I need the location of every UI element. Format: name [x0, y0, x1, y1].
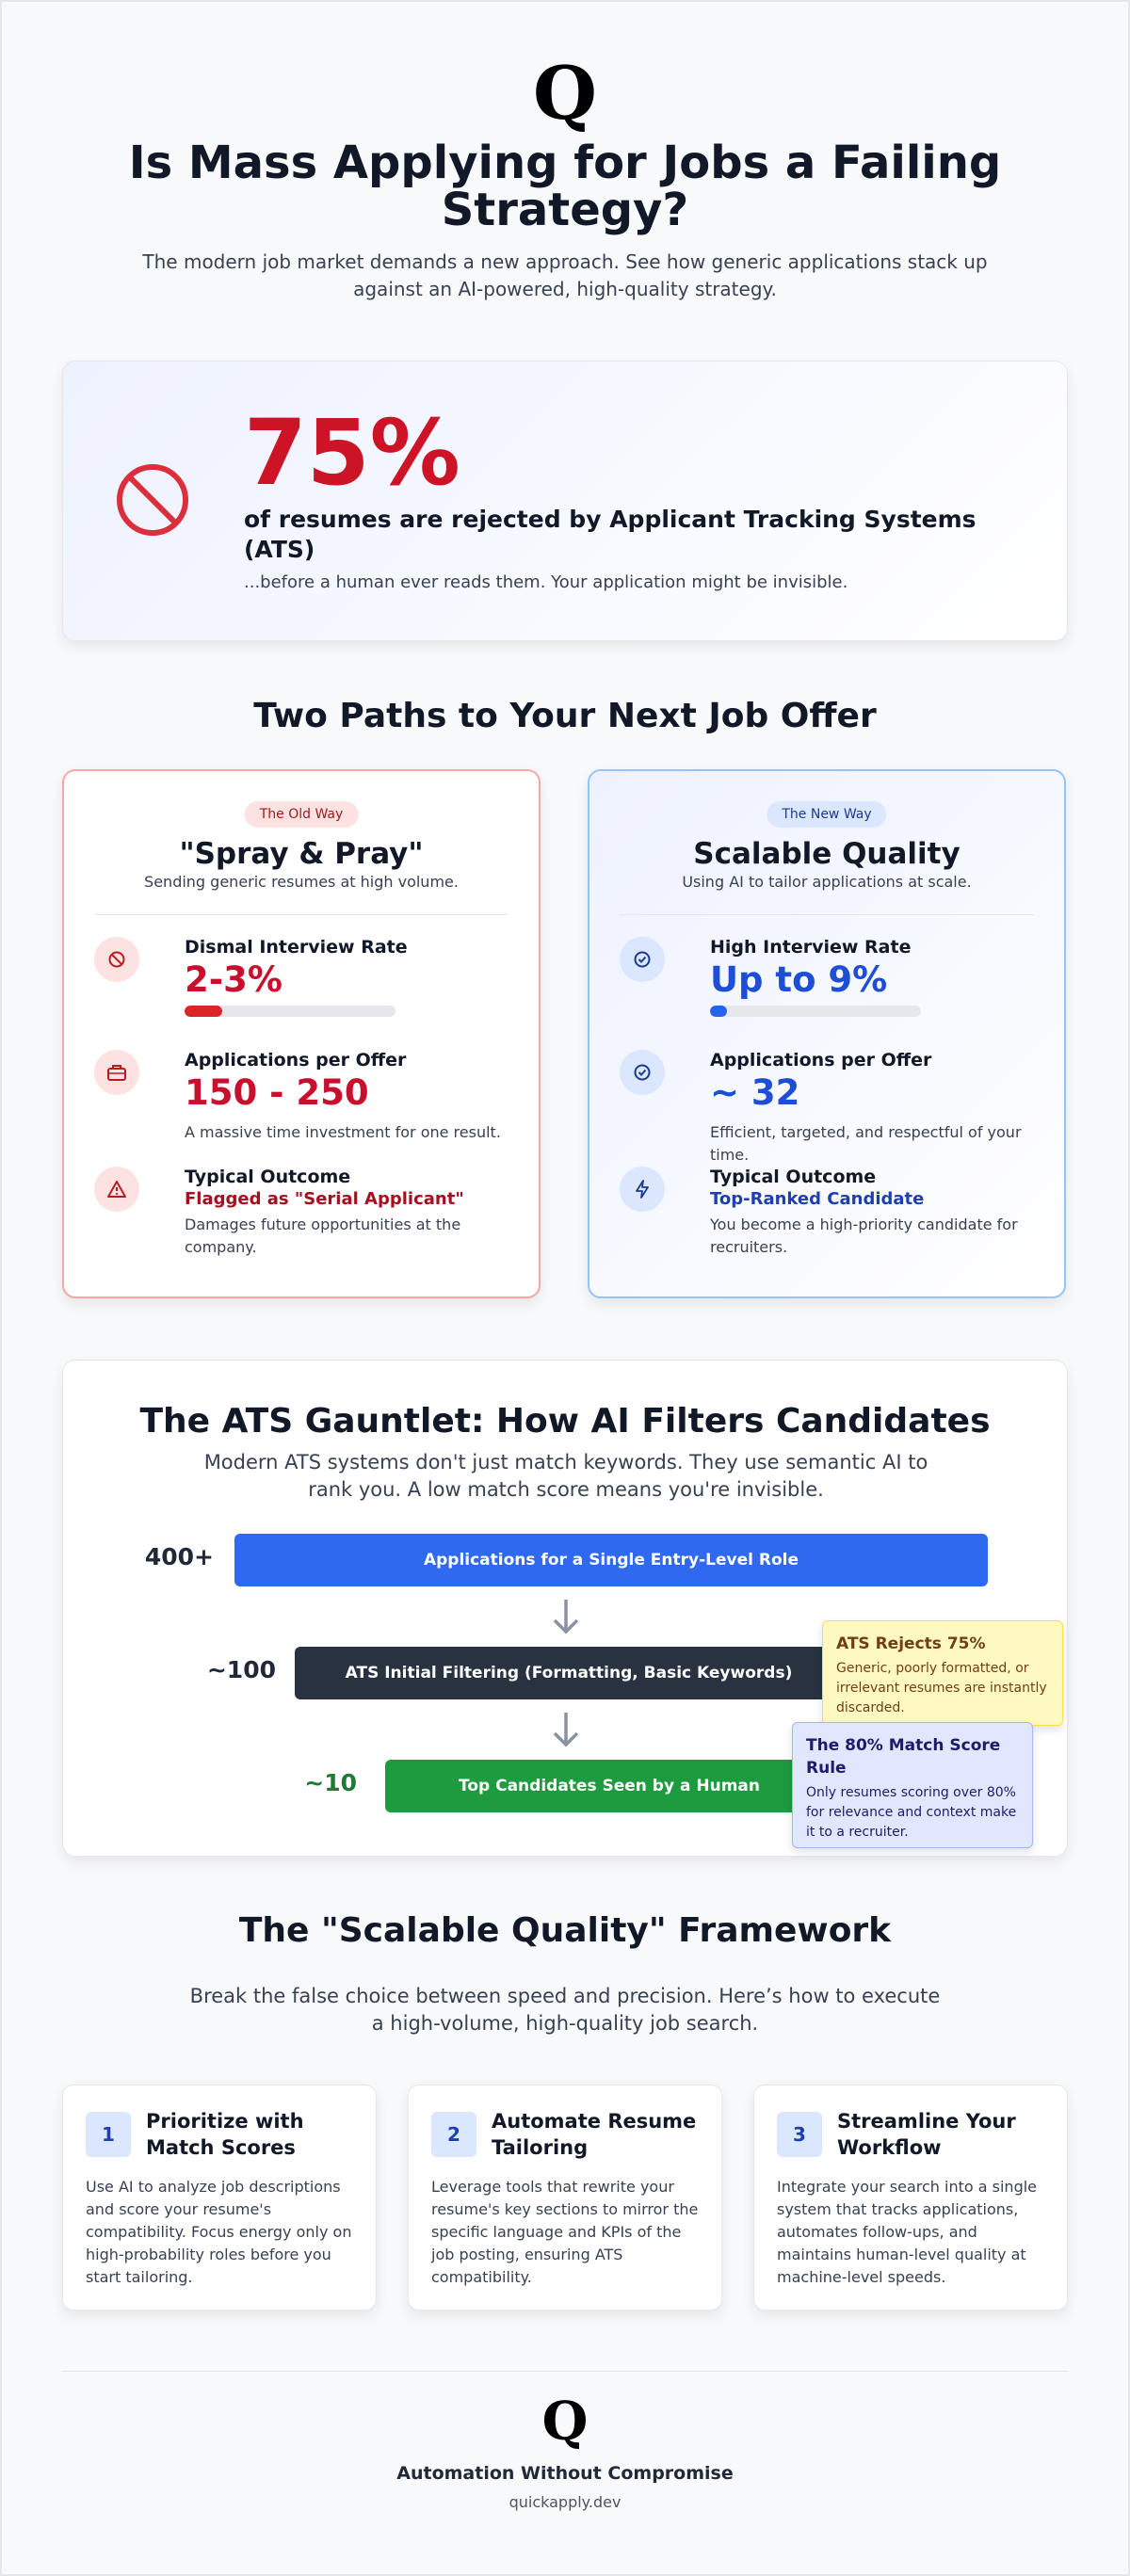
check-circle-icon — [620, 1050, 665, 1095]
logo-letter: Q — [541, 2391, 589, 2453]
logo-letter: Q — [533, 51, 597, 137]
footer-logo[interactable] — [537, 2391, 593, 2453]
step-number-badge: 2 — [431, 2112, 476, 2157]
metric-value: 150 - 250 — [185, 1072, 369, 1113]
new-way-tag: The New Way — [767, 801, 886, 828]
funnel-stage-applications: Applications for a Single Entry-Level Role — [234, 1534, 988, 1586]
footer-tagline: Automation Without Compromise — [396, 2463, 734, 2484]
metric-label: Typical Outcome — [710, 1167, 877, 1187]
framework-step-card — [753, 2085, 1068, 2310]
funnel-stage-human-review: Top Candidates Seen by a Human — [385, 1760, 833, 1812]
framework-title: The "Scalable Quality" Framework — [238, 1911, 892, 1950]
new-way-title: Scalable Quality — [693, 837, 960, 871]
outcome-description: You become a high-priority candidate for recruiters. — [710, 1216, 1018, 1256]
metric-value: 2-3% — [185, 959, 282, 1000]
paths-section-title: Two Paths to Your Next Job Offer — [253, 697, 877, 735]
gauntlet-title: The ATS Gauntlet: How AI Filters Candidates — [139, 1402, 991, 1441]
stat-headline: of resumes are rejected by Applicant Tracking Systems (ATS) — [244, 506, 977, 563]
stat-number: 75% — [244, 400, 460, 506]
check-circle-icon — [620, 937, 665, 982]
interview-rate-progress-bar — [710, 1006, 921, 1017]
step-description: Integrate your search into a single system that tracks applications, automates follow-ups, and maintains human-level quality at machine-level speeds. — [777, 2178, 1038, 2286]
briefcase-icon — [94, 1050, 139, 1095]
interview-rate-progress-bar — [185, 1006, 396, 1017]
divider — [620, 914, 1034, 915]
arrow-down-icon — [547, 1596, 585, 1637]
footer-divider — [62, 2371, 1068, 2372]
framework-step-card — [408, 2085, 722, 2310]
callout-title: The 80% Match Score Rule — [806, 1736, 1001, 1778]
metric-label: Dismal Interview Rate — [185, 937, 408, 958]
ats-gauntlet-card — [62, 1360, 1068, 1857]
old-way-subtitle: Sending generic resumes at high volume. — [144, 873, 459, 891]
metric-label: Applications per Offer — [710, 1050, 932, 1071]
arrow-down-icon — [547, 1709, 585, 1750]
callout-body: Generic, poorly formatted, or irrelevant resumes are instantly discarded. — [836, 1661, 1047, 1715]
step-title: Prioritize with Match Scores — [146, 2110, 304, 2159]
metric-label: Typical Outcome — [185, 1167, 351, 1187]
callout-title: ATS Rejects 75% — [836, 1634, 986, 1653]
funnel-stage-ats-filtering: ATS Initial Filtering (Formatting, Basic Keywords) — [295, 1647, 843, 1699]
divider — [94, 914, 508, 915]
step-title: Automate Resume Tailoring — [492, 2110, 697, 2159]
ban-icon — [114, 461, 191, 539]
metric-description: A massive time investment for one result. — [185, 1123, 501, 1141]
metric-label: High Interview Rate — [710, 937, 912, 958]
outcome-value: Flagged as "Serial Applicant" — [185, 1189, 464, 1209]
page-subtitle: The modern job market demands a new approach. See how generic applications stack up against an AI-powered, high-quality strategy. — [142, 250, 988, 300]
stat-subtext: ...before a human ever reads them. Your application might be invisible. — [244, 572, 848, 592]
gauntlet-subtitle: Modern ATS systems don't just match keywords. They use semantic AI to rank you. A low match score means you're invisible. — [203, 1451, 928, 1501]
ban-icon — [94, 937, 139, 982]
match-score-callout — [792, 1722, 1033, 1848]
old-way-card — [62, 769, 541, 1298]
ats-rejects-callout — [822, 1620, 1063, 1726]
metric-value: Up to 9% — [710, 959, 888, 1000]
ats-rejection-stat-card — [62, 361, 1068, 641]
progress-fill — [710, 1006, 727, 1017]
callout-body: Only resumes scoring over 80% for relevance and context make it to a recruiter. — [806, 1785, 1017, 1840]
warning-icon — [94, 1167, 139, 1212]
footer-site-link[interactable]: quickapply.dev — [508, 2493, 622, 2511]
metric-label: Applications per Offer — [185, 1050, 407, 1071]
step-description: Use AI to analyze job descriptions and score your resume's compatibility. Focus energy only on high-probability roles before you start tailoring. — [86, 2178, 352, 2286]
step-number-badge: 1 — [86, 2112, 131, 2157]
step-number-badge: 3 — [777, 2112, 822, 2157]
step-title: Streamline Your Workflow — [837, 2110, 1016, 2159]
old-way-tag: The Old Way — [245, 801, 359, 828]
metric-value: ~ 32 — [710, 1072, 800, 1113]
page-title: Is Mass Applying for Jobs a Failing Strategy? — [128, 137, 1002, 236]
progress-fill — [185, 1006, 222, 1017]
new-way-card — [588, 769, 1066, 1298]
outcome-value: Top-Ranked Candidate — [710, 1189, 925, 1209]
brand-logo[interactable] — [527, 51, 603, 137]
step-description: Leverage tools that rewrite your resume's key sections to mirror the specific language and KPIs of the job posting, ensuring ATS compatibility. — [431, 2178, 699, 2286]
outcome-description: Damages future opportunities at the company. — [185, 1216, 461, 1256]
lightning-icon — [620, 1167, 665, 1212]
stage-count: 400+ — [144, 1543, 214, 1570]
metric-description: Efficient, targeted, and respectful of your time. — [710, 1123, 1022, 1164]
stage-count: ~10 — [304, 1769, 357, 1796]
framework-subtitle: Break the false choice between speed and precision. Here’s how to execute a high-volume, high-quality job search. — [189, 1985, 941, 2035]
stage-count: ~100 — [206, 1656, 276, 1683]
old-way-title: "Spray & Pray" — [179, 837, 424, 871]
framework-step-card — [62, 2085, 377, 2310]
new-way-subtitle: Using AI to tailor applications at scale. — [682, 873, 972, 891]
